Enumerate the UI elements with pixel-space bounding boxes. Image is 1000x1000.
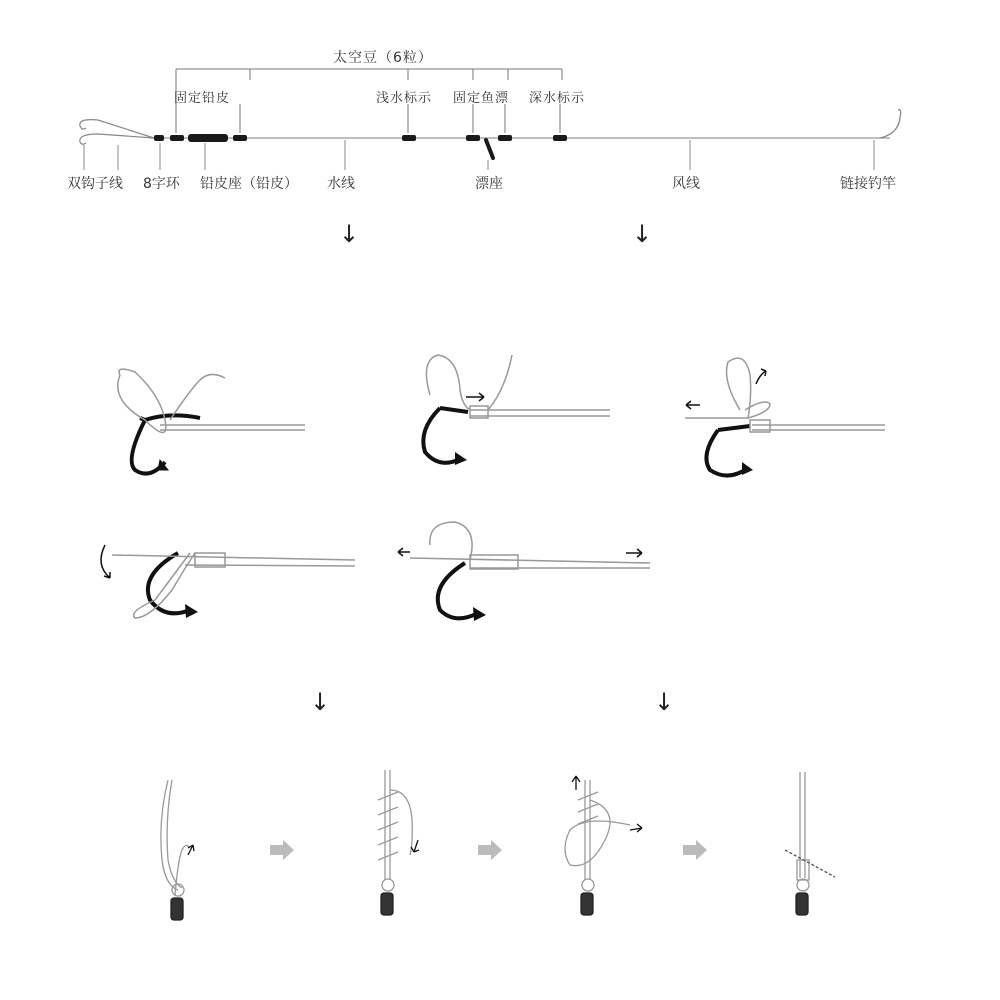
step-number-4: 4 bbox=[726, 765, 742, 781]
label-double-hook: 双钩子线 bbox=[67, 176, 123, 192]
bead-icon bbox=[498, 135, 512, 141]
rod-link-icon bbox=[880, 110, 901, 138]
label-fixed-float: 固定鱼漂 bbox=[453, 91, 510, 106]
bottom-pointers bbox=[84, 140, 874, 170]
label-shallow-mark: 浅水标示 bbox=[376, 91, 433, 106]
swivel-icon bbox=[154, 135, 164, 141]
down-arrow-icon: ↓ bbox=[632, 220, 653, 248]
bead-icon bbox=[233, 135, 247, 141]
bead-icon bbox=[170, 135, 184, 141]
lead-seat-icon bbox=[188, 134, 228, 142]
knot-illustration-1 bbox=[118, 369, 305, 473]
knot-illustration-3 bbox=[685, 358, 885, 475]
label-wind-line: 风线 bbox=[672, 176, 700, 192]
label-float-seat: 漂座 bbox=[475, 176, 503, 192]
double-hook-icon bbox=[80, 120, 154, 145]
next-step-arrow-icon bbox=[270, 840, 294, 860]
bead-icon bbox=[466, 135, 480, 141]
bead-icon bbox=[402, 135, 416, 141]
step-transition-arrows bbox=[270, 840, 707, 860]
step-number-1: 1 bbox=[105, 765, 121, 781]
label-swivel: 8字环 bbox=[143, 176, 180, 192]
down-arrow-icon: ↓ bbox=[339, 220, 360, 248]
down-arrow-icon: ↓ bbox=[310, 688, 331, 716]
float-seat-icon bbox=[486, 140, 493, 158]
label-fixed-lead: 固定铅皮 bbox=[174, 91, 231, 106]
knot-illustration-2 bbox=[423, 355, 610, 465]
step-3-illustration bbox=[565, 776, 642, 915]
label-deep-mark: 深水标示 bbox=[529, 91, 586, 106]
step-2-illustration bbox=[378, 770, 419, 915]
step-number-3: 3 bbox=[518, 765, 534, 781]
label-main-line: 水线 bbox=[327, 176, 355, 192]
knot-illustration-5 bbox=[398, 522, 650, 621]
next-step-arrow-icon bbox=[683, 840, 707, 860]
label-lead-seat: 铅皮座（铅皮） bbox=[200, 176, 298, 192]
bead-icon bbox=[553, 135, 567, 141]
knot-illustration-4 bbox=[101, 545, 355, 618]
next-step-arrow-icon bbox=[478, 840, 502, 860]
step-number-2: 2 bbox=[313, 765, 329, 781]
label-rod-link: 链接钓竿 bbox=[840, 176, 896, 192]
rig-title: 太空豆（6粒） bbox=[333, 50, 433, 66]
step-4-illustration bbox=[785, 772, 835, 915]
step-1-illustration bbox=[161, 780, 194, 920]
down-arrow-icon: ↓ bbox=[654, 688, 675, 716]
